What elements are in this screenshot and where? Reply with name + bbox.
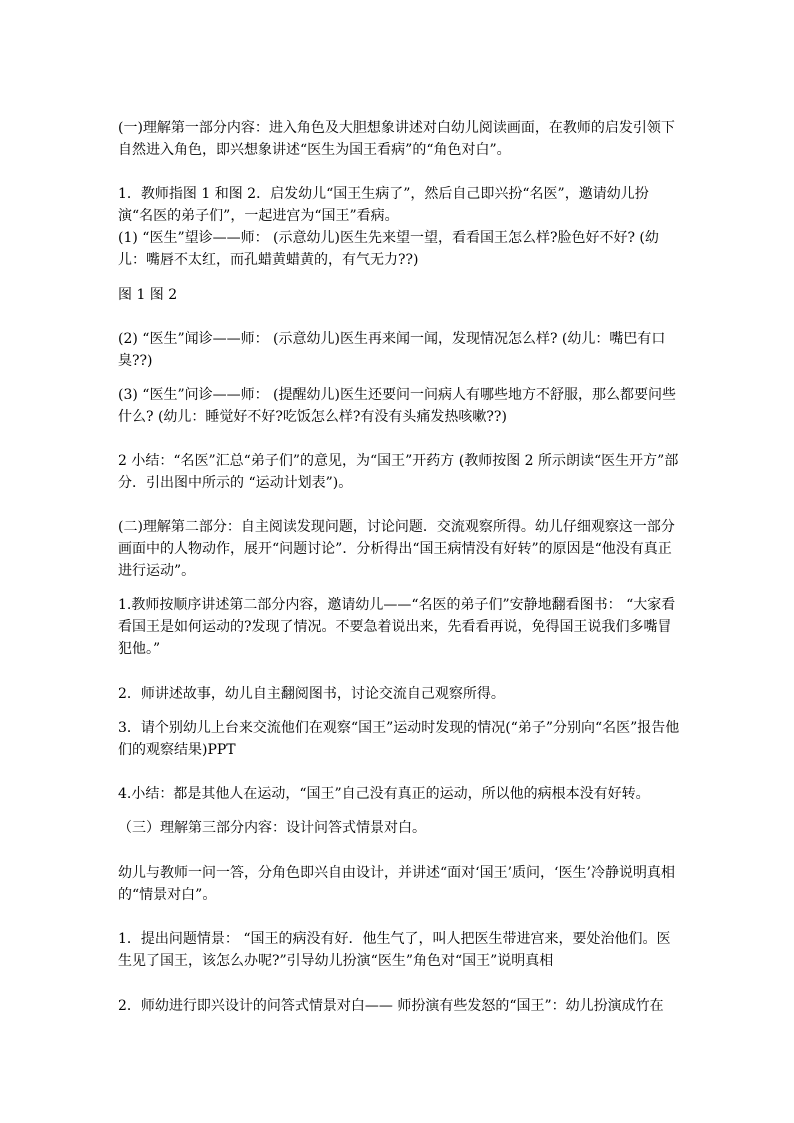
paragraph-part1-intro: (一)理解第一部分内容：进入角色及大胆想象讲述对白幼儿阅读画面，在教师的启发引领下自然进入角色，即兴想象讲述“医生为国王看病”的“角色对白”。 (118, 120, 675, 158)
paragraph-part2-step3: 3．请个别幼儿上台来交流他们在观察“国王”运动时发现的情况(“弟子”分别向“名医”报告他们的观察结果)PPT (118, 720, 680, 758)
paragraph-part3-step1: 1．提出问题情景： “国王的病没有好．他生气了，叫人把医生带进宫来，要处治他们。医生见了国王，该怎么办呢?”引导幼儿扮演“医生”角色对“国王”说明真相 (118, 931, 671, 969)
paragraph-part2-intro: (二)理解第二部分：自主阅读发现问题，讨论问题．交流观察所得。幼儿仔细观察这一部分画面中的人物动作，展开“问题讨论”．分析得出“国王病情没有好转”的原因是“他没有真正进行运动”。 (118, 519, 675, 579)
paragraph-part2-summary: 4.小结：都是其他人在运动，“国王”自己没有真正的运动，所以他的病根本没有好转。 (118, 786, 650, 802)
paragraph-smell-diagnosis: (2) “医生”闻诊——师： (示意幼儿)医生再来闻一闻，发现情况怎么样? (幼儿：嘴巴有口臭??) (118, 331, 666, 369)
paragraph-part2-step2: 2．师讲述故事，幼儿自主翻阅图书，讨论交流自己观察所得。 (118, 686, 505, 702)
paragraph-figure-labels: 图 1 图 2 (118, 287, 178, 303)
paragraph-part3-intro: （三）理解第三部分内容：设计问答式情景对白。 (118, 820, 426, 836)
paragraph-look-diagnosis: (1) “医生”望诊——师： (示意幼儿)医生先来望一望，看看国王怎么样?脸色好不好? (幼儿：嘴唇不太红，而孔蜡黄蜡黄的，有气无力??) (118, 230, 659, 268)
paragraph-summary-1: 2 小结：“名医”汇总“弟子们”的意见，为“国王”开药方 (教师按图 2 所示朗读“医生开方”部分．引出图中所示的 “运动计划表”)。 (118, 453, 679, 491)
paragraph-ask-diagnosis: (3) “医生”问诊——师： (提醒幼儿)医生还要问一问病人有哪些地方不舒服，那么都要问些什么? (幼儿：睡觉好不好?吃饭怎么样?有没有头痛发热咳嗽??) (118, 387, 676, 425)
paragraph-part3-step2: 2．师幼进行即兴设计的问答式情景对白—— 师扮演有些发怒的“国王”：幼儿扮演成竹在 (118, 998, 664, 1014)
paragraph-part3-desc: 幼儿与教师一问一答，分角色即兴自由设计，并讲述“面对‘国王’质问，‘医生’冷静说明真相的“情景对白”。 (118, 865, 675, 903)
paragraph-step1: 1．教师指图 1 和图 2．启发幼儿“国王生病了”，然后自己即兴扮“名医”，邀请幼儿扮演“名医的弟子们”，一起进宫为“国王”看病。 (118, 186, 649, 224)
paragraph-part2-step1: 1.教师按顺序讲述第二部分内容，邀请幼儿——“名医的弟子们”安静地翻看图书： “大家看看国王是如何运动的?发现了情况。不要急着说出来，先看看再说，免得国王说我们多嘴冒犯他。” (118, 597, 676, 657)
